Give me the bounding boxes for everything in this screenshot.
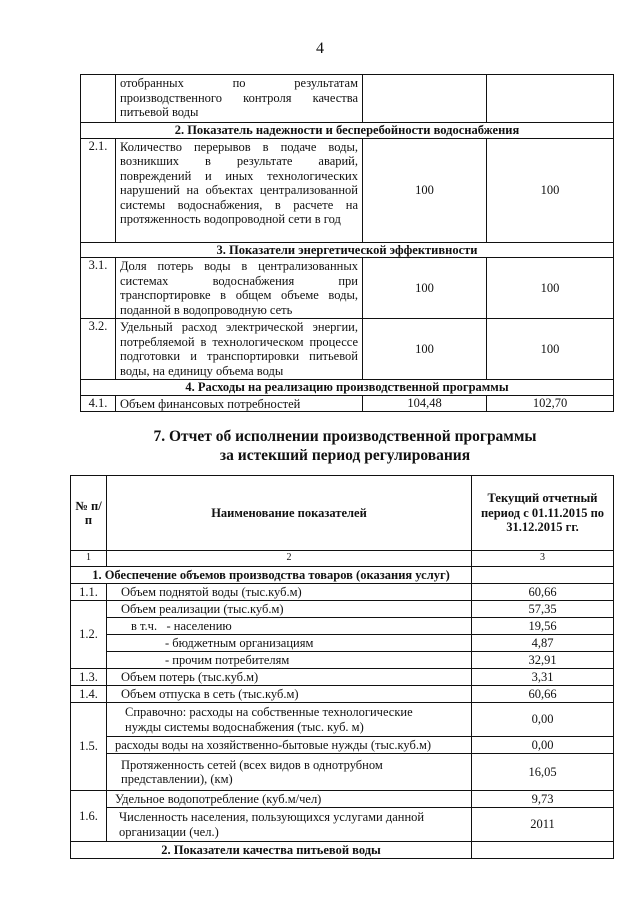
indicator-text: Объем финансовых потребностей (116, 395, 363, 412)
indicator-value: 4,87 (472, 635, 614, 652)
indicator-value: 9,73 (472, 791, 614, 808)
indicators-table (80, 74, 614, 412)
row-number: 1.6. (71, 791, 107, 842)
table-row (81, 138, 614, 242)
indicator-value-2: 100 (487, 258, 614, 319)
section-row (81, 242, 614, 258)
report-title (0, 427, 640, 465)
indicator-value-2: 102,70 (487, 395, 614, 412)
section-heading-3: 3. Показатели энергетической эффективности (81, 242, 614, 258)
section-row (71, 567, 614, 584)
indicator-text: Количество перерывов в подаче воды, возникших в результате аварий, повреждений и иных технологических нарушений на объектах централизованной системы водоснабжения, в расчете на протяженность водопроводной сети в год (116, 138, 363, 242)
column-index-1: 1 (71, 551, 107, 567)
row-number: 2.1. (81, 138, 116, 242)
row-number: 1.3. (71, 669, 107, 686)
column-index-2: 2 (107, 551, 472, 567)
section-row (71, 842, 614, 859)
indicator-value: 2011 (472, 808, 614, 842)
table-row (71, 601, 614, 618)
table-row (81, 258, 614, 319)
column-index-3: 3 (472, 551, 614, 567)
continuation-text: отобранных по результатам производственного контроля качества питьевой воды (116, 75, 363, 123)
indicator-name: Справочно: расходы на собственные технологические нужды системы водоснабжения (тыс. куб. м) (107, 703, 472, 737)
indicator-name: Протяженность сетей (всех видов в однотрубном представлении), (км) (107, 754, 472, 791)
indicator-name: Объем отпуска в сеть (тыс.куб.м) (107, 686, 472, 703)
header-number: № п/п (71, 476, 107, 551)
indicator-value-2: 100 (487, 138, 614, 242)
indicator-text: Доля потерь воды в централизованных системах водоснабжения при транспортировке в общем объеме воды, поданной в водопроводную сеть (116, 258, 363, 319)
indicator-text: Удельный расход электрической энергии, потребляемой в технологическом процессе подготовки и транспортировки питьевой воды, на единицу объема воды (116, 319, 363, 380)
indicator-value-1: 104,48 (363, 395, 487, 412)
indicator-value: 16,05 (472, 754, 614, 791)
table-row (71, 703, 614, 737)
indicator-value: 19,56 (472, 618, 614, 635)
column-index-row (71, 551, 614, 567)
indicator-name: - бюджетным организациям (107, 635, 472, 652)
table-row (81, 395, 614, 412)
section-heading-1: 1. Обеспечение объемов производства товаров (оказания услуг) (71, 567, 472, 584)
row-number: 4.1. (81, 395, 116, 412)
indicator-value-1: 100 (363, 138, 487, 242)
indicator-value-1: 100 (363, 319, 487, 380)
section-heading-quality: 2. Показатели качества питьевой воды (71, 842, 472, 859)
indicator-name: Объем поднятой воды (тыс.куб.м) (107, 584, 472, 601)
table-row (71, 791, 614, 808)
indicator-value: 60,66 (472, 584, 614, 601)
section-heading-2: 2. Показатель надежности и бесперебойности водоснабжения (81, 123, 614, 139)
indicator-value: 0,00 (472, 703, 614, 737)
table-row (71, 618, 614, 635)
table-row (81, 75, 614, 123)
section-row (81, 380, 614, 396)
indicator-name: в т.ч. - населению (107, 618, 472, 635)
header-period: Текущий отчетный период с 01.11.2015 по 31.12.2015 гг. (472, 476, 614, 551)
indicator-value: 32,91 (472, 652, 614, 669)
table-row (81, 319, 614, 380)
report-title-line-2: за истекший период регулирования (219, 447, 471, 464)
page-number: 4 (316, 40, 324, 57)
table-row (71, 635, 614, 652)
indicator-name: Объем потерь (тыс.куб.м) (107, 669, 472, 686)
report-table (70, 475, 614, 859)
header-name: Наименование показателей (107, 476, 472, 551)
indicator-name: Объем реализации (тыс.куб.м) (107, 601, 472, 618)
table-row (71, 584, 614, 601)
row-number: 1.5. (71, 703, 107, 791)
indicator-name: расходы воды на хозяйственно-бытовые нужды (тыс.куб.м) (107, 737, 472, 754)
row-number: 1.1. (71, 584, 107, 601)
indicator-value-2: 100 (487, 319, 614, 380)
section-heading-4: 4. Расходы на реализацию производственной программы (81, 380, 614, 396)
table-row (71, 686, 614, 703)
table-row (71, 737, 614, 754)
row-number: 1.4. (71, 686, 107, 703)
indicator-value: 57,35 (472, 601, 614, 618)
indicator-value: 0,00 (472, 737, 614, 754)
indicator-name: - прочим потребителям (107, 652, 472, 669)
row-number: 1.2. (71, 601, 107, 669)
header-row (71, 476, 614, 551)
section-row (81, 123, 614, 139)
table-row (71, 754, 614, 791)
table-row (71, 669, 614, 686)
indicator-name: Удельное водопотребление (куб.м/чел) (107, 791, 472, 808)
report-title-line-1: 7. Отчет об исполнении производственной программы (153, 428, 537, 445)
table-row (71, 652, 614, 669)
indicator-name: Численность населения, пользующихся услугами данной организации (чел.) (107, 808, 472, 842)
row-number: 3.2. (81, 319, 116, 380)
indicator-value: 60,66 (472, 686, 614, 703)
indicator-value: 3,31 (472, 669, 614, 686)
table-row (71, 808, 614, 842)
row-number: 3.1. (81, 258, 116, 319)
indicator-value-1: 100 (363, 258, 487, 319)
